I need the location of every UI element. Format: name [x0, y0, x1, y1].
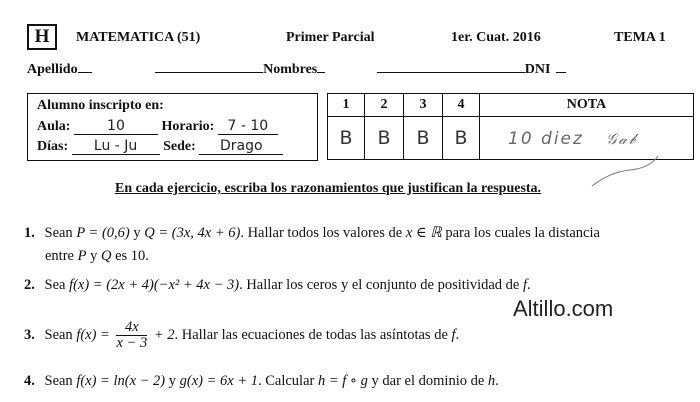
exercise-2-number: 2. — [24, 277, 35, 293]
signature-scribble — [590, 150, 660, 190]
grade-mark-2: B — [365, 117, 404, 160]
nombres-label: Nombres — [263, 62, 318, 77]
exercise-1-math-q2: Q — [100, 248, 112, 264]
exercise-1-line-2 — [45, 248, 149, 265]
exercise-1-math-p2: P — [77, 248, 87, 264]
grade-col-2: 2 — [365, 94, 404, 117]
exercise-4-math-h2: h — [487, 373, 496, 389]
exercise-1-text: es 10. — [115, 248, 149, 264]
apellido-field-cont[interactable] — [155, 72, 263, 73]
exercise-4-text: . Calcular — [257, 373, 315, 389]
exercise-1-text: Sean — [44, 225, 73, 241]
exercise-4 — [24, 373, 499, 390]
exercise-1-text: y — [90, 248, 98, 264]
exercise-3-math-plus: + 2 — [153, 327, 175, 343]
fraction-numerator: 4x — [116, 320, 147, 336]
instruction-text: En cada ejercicio, escriba los razonamientos que justifican la respuesta. — [115, 181, 542, 196]
exercise-4-text: Sean — [44, 373, 73, 389]
dias-row — [37, 138, 283, 155]
exercise-2-text: Sea — [44, 277, 66, 293]
exercise-4-number: 4. — [24, 373, 35, 389]
sede-label: Sede: — [163, 139, 196, 154]
exercise-2 — [24, 277, 531, 294]
watermark-logo: Altillo.com — [513, 296, 614, 321]
exercise-4-math-f: f(x) = ln(x − 2) — [76, 373, 166, 389]
aula-row — [37, 118, 278, 135]
nota-header: NOTA — [480, 94, 694, 117]
exercise-2-math-f2: f — [522, 277, 527, 293]
enrollment-box — [27, 93, 318, 161]
exercise-1-math-x: x ∈ ℝ — [405, 225, 442, 241]
grade-mark-4: B — [443, 117, 480, 160]
exercise-1-text: . Hallar todos los valores de — [240, 225, 403, 241]
student-line — [27, 62, 566, 78]
aula-value: 10 — [74, 118, 158, 135]
apellido-field[interactable] — [78, 72, 92, 73]
exercise-4-math-g: g(x) = 6x + 1 — [179, 373, 258, 389]
exercise-3-math-f2: f — [451, 327, 456, 343]
apellido-label: Apellido — [27, 62, 78, 77]
aula-label: Aula: — [37, 119, 71, 134]
grade-col-4: 4 — [443, 94, 480, 117]
enrollment-title: Alumno inscripto en: — [37, 98, 164, 113]
nota-cell — [480, 117, 694, 160]
exercise-2-text: . — [527, 277, 531, 293]
exercise-1-text: y — [133, 225, 141, 241]
exercise-3-text: Sean — [44, 327, 73, 343]
exercise-4-math-h: h = f ∘ g — [317, 373, 368, 389]
dias-value: Lu - Ju — [72, 138, 160, 155]
nombres-field[interactable] — [317, 72, 325, 73]
exercise-1 — [24, 225, 600, 242]
grade-col-3: 3 — [404, 94, 443, 117]
exercise-3-math-f: f(x) = — [76, 327, 110, 343]
exercise-3-fraction — [116, 320, 147, 351]
term-label: 1er. Cuat. 2016 — [451, 30, 541, 45]
grade-col-1: 1 — [328, 94, 365, 117]
exercise-3-number: 3. — [24, 327, 35, 343]
exercise-4-text: . — [495, 373, 499, 389]
nombres-field-cont[interactable] — [377, 72, 525, 73]
exercise-1-text: para los cuales la distancia — [445, 225, 600, 241]
dni-field[interactable] — [556, 72, 566, 73]
horario-label: Horario: — [161, 119, 215, 134]
exercise-1-text: entre — [45, 248, 74, 264]
horario-value: 7 - 10 — [218, 118, 278, 135]
exercise-1-math-q: Q = (3x, 4x + 6) — [144, 225, 241, 241]
exercise-4-text: y — [168, 373, 176, 389]
grade-mark-3: B — [404, 117, 443, 160]
exercise-2-text: . Hallar los ceros y el conjunto de positividad de — [239, 277, 520, 293]
sede-value: Drago — [199, 138, 283, 155]
signature: 𝒢𝒶𝒷 — [605, 130, 638, 148]
exercise-1-number: 1. — [24, 225, 35, 241]
exercise-3 — [24, 320, 459, 351]
tema-code-box: H — [27, 24, 57, 50]
subject-title: MATEMATICA (51) — [76, 30, 201, 45]
grade-mark-1: B — [328, 117, 365, 160]
exercise-3-text: . Hallar las ecuaciones de todas las asíntotas de — [174, 327, 448, 343]
exercise-2-math-f: f(x) = (2x + 4)(−x² + 4x − 3) — [69, 277, 240, 293]
fraction-denominator: x − 3 — [116, 335, 148, 351]
dias-label: Días: — [37, 139, 69, 154]
exercise-3-text: . — [455, 327, 460, 343]
exercise-1-math-p: P = (0,6) — [76, 225, 130, 241]
dni-label: DNI — [524, 62, 551, 77]
exam-title: Primer Parcial — [286, 30, 375, 45]
exercise-4-text: y dar el dominio de — [371, 373, 485, 389]
tema-label: TEMA 1 — [614, 30, 666, 45]
nota-value: 10 diez — [508, 129, 584, 149]
